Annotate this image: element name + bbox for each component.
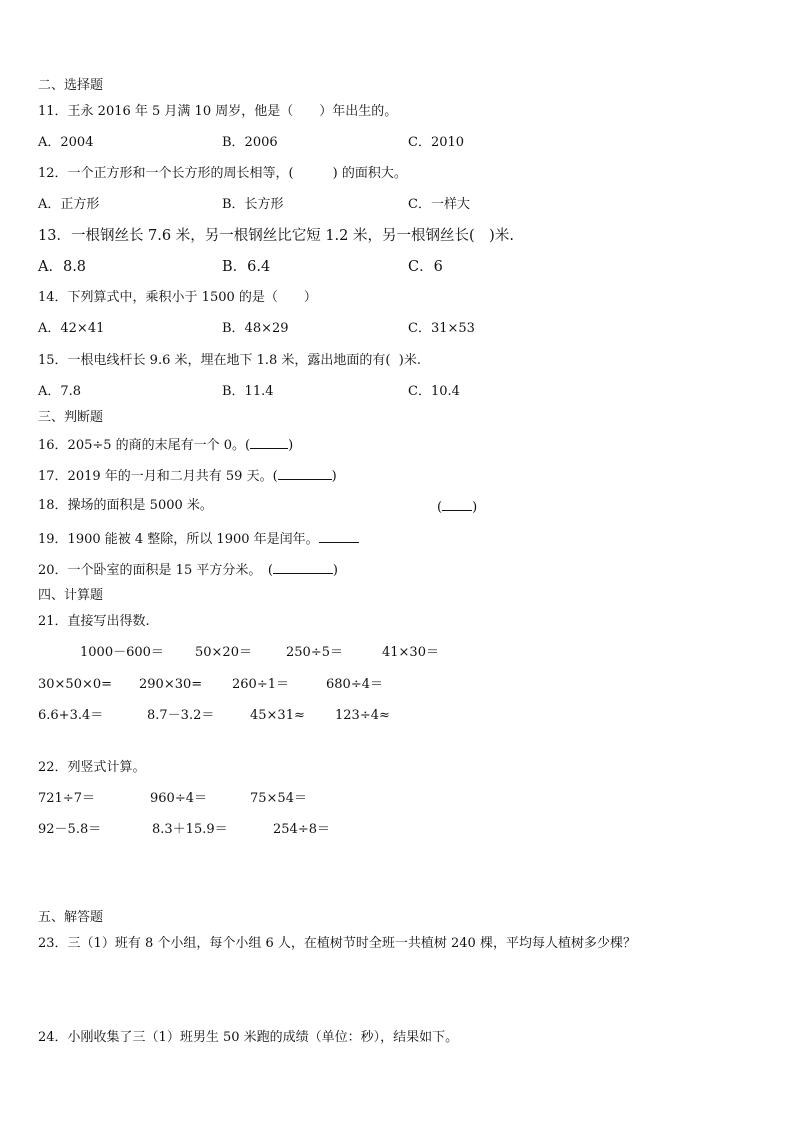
calc-21-12: 123÷4≈ bbox=[335, 708, 390, 723]
question-20-text: 20．一个卧室的面积是 15 平方分米。 ( bbox=[38, 563, 273, 578]
calc-21-3: 250÷5＝ bbox=[286, 645, 343, 660]
calc-21-10: 8.7－3.2＝ bbox=[147, 708, 215, 723]
calc-22-5: 8.3＋15.9＝ bbox=[152, 822, 228, 837]
option-12-c: C．一样大 bbox=[408, 197, 470, 212]
option-15-b: B．11.4 bbox=[222, 384, 274, 399]
question-19-text: 19．1900 能被 4 整除，所以 1900 年是闰年。 bbox=[38, 532, 319, 547]
section-heading-calc: 四、计算题 bbox=[38, 588, 104, 603]
question-18-open: ( bbox=[437, 500, 443, 515]
calc-21-5: 30×50×0= bbox=[38, 677, 113, 692]
question-17-text: 17．2019 年的一月和二月共有 59 天。( bbox=[38, 469, 278, 484]
option-14-b: B．48×29 bbox=[222, 321, 289, 336]
calc-21-11: 45×31≈ bbox=[250, 708, 305, 723]
question-17-close: ) bbox=[331, 469, 337, 484]
answer-blank-19[interactable] bbox=[319, 530, 359, 543]
calc-21-8: 680÷4＝ bbox=[326, 677, 383, 692]
option-12-b: B．长方形 bbox=[222, 197, 284, 212]
section-heading-solve: 五、解答题 bbox=[38, 910, 104, 925]
answer-blank-18[interactable] bbox=[442, 498, 472, 511]
option-15-a: A．7.8 bbox=[38, 384, 82, 399]
question-20 bbox=[38, 561, 338, 579]
calc-21-9: 6.6+3.4＝ bbox=[38, 708, 104, 723]
question-12: 12．一个正方形和一个长方形的周长相等，( ) 的面积大。 bbox=[38, 166, 407, 181]
option-15-c: C．10.4 bbox=[408, 384, 460, 399]
answer-blank-20[interactable] bbox=[273, 561, 333, 574]
option-11-c: C．2010 bbox=[408, 135, 465, 150]
question-13: 13．一根钢丝长 7.6 米，另一根钢丝比它短 1.2 米，另一根钢丝长( )米. bbox=[38, 228, 514, 244]
question-19 bbox=[38, 530, 359, 548]
option-13-a: A．8.8 bbox=[38, 259, 87, 275]
question-14: 14．下列算式中，乘积小于 1500 的是（ ） bbox=[38, 290, 317, 305]
question-21: 21．直接写出得数. bbox=[38, 614, 150, 629]
question-22: 22．列竖式计算。 bbox=[38, 760, 146, 775]
option-13-b: B．6.4 bbox=[222, 259, 271, 275]
question-23: 23．三（1）班有 8 个小组，每个小组 6 人，在植树节时全班一共植树 240 棵，平均每人植树多少棵？ bbox=[38, 936, 636, 951]
calc-21-2: 50×20＝ bbox=[195, 645, 252, 660]
question-16-close: ) bbox=[288, 438, 294, 453]
answer-18 bbox=[437, 498, 477, 516]
option-12-a: A．正方形 bbox=[38, 197, 100, 212]
calc-21-7: 260÷1＝ bbox=[232, 677, 289, 692]
calc-22-1: 721÷7＝ bbox=[38, 791, 95, 806]
question-18-close: ) bbox=[472, 500, 478, 515]
calc-21-6: 290×30= bbox=[139, 677, 203, 692]
option-11-a: A．2004 bbox=[38, 135, 94, 150]
calc-22-6: 254÷8＝ bbox=[273, 822, 330, 837]
question-11: 11．王永 2016 年 5 月满 10 周岁，他是（ ）年出生的。 bbox=[38, 104, 398, 119]
calc-22-2: 960÷4＝ bbox=[150, 791, 207, 806]
section-heading-judge: 三、判断题 bbox=[38, 410, 104, 425]
option-14-c: C．31×53 bbox=[408, 321, 475, 336]
option-11-b: B．2006 bbox=[222, 135, 278, 150]
question-16 bbox=[38, 436, 293, 454]
section-heading-choice: 二、选择题 bbox=[38, 78, 104, 93]
option-13-c: C．6 bbox=[408, 259, 443, 275]
question-17 bbox=[38, 467, 337, 485]
answer-blank-16[interactable] bbox=[250, 436, 288, 449]
calc-21-4: 41×30＝ bbox=[382, 645, 439, 660]
question-15: 15．一根电线杆长 9.6 米，埋在地下 1.8 米，露出地面的有( )米. bbox=[38, 353, 421, 368]
option-14-a: A．42×41 bbox=[38, 321, 105, 336]
calc-22-4: 92－5.8＝ bbox=[38, 822, 102, 837]
question-24: 24．小刚收集了三（1）班男生 50 米跑的成绩（单位：秒），结果如下。 bbox=[38, 1030, 459, 1045]
question-16-text: 16．205÷5 的商的末尾有一个 0。( bbox=[38, 438, 251, 453]
calc-22-3: 75×54＝ bbox=[250, 791, 307, 806]
calc-21-1: 1000－600＝ bbox=[80, 645, 164, 660]
question-20-close: ) bbox=[332, 563, 338, 578]
answer-blank-17[interactable] bbox=[278, 467, 332, 480]
question-18: 18．操场的面积是 5000 米。 bbox=[38, 498, 213, 513]
